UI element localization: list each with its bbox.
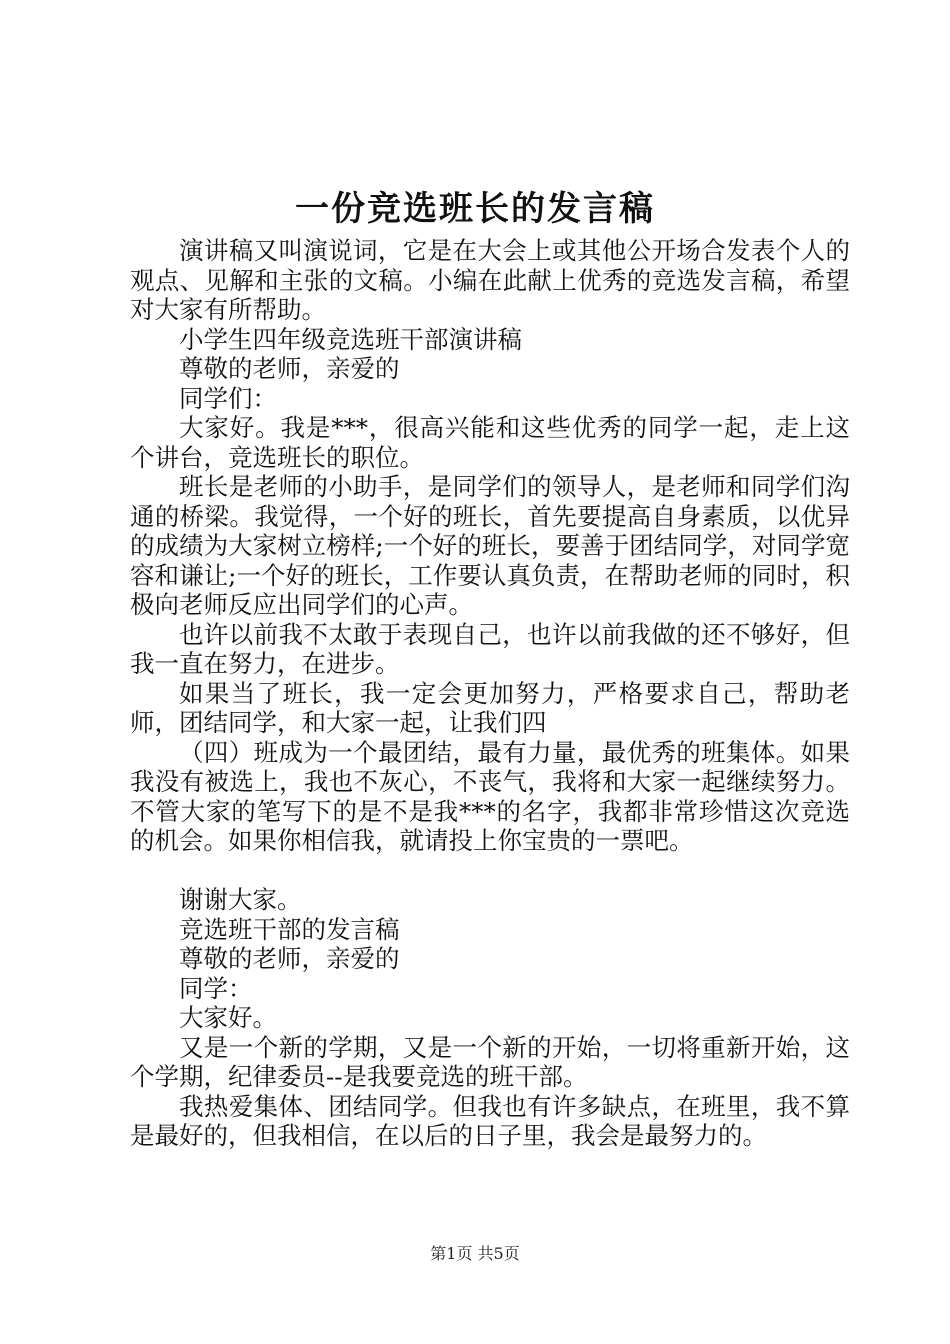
paragraph-heading-2: 竞选班干部的发言稿 — [179, 914, 400, 944]
paragraph-intro: 演讲稿又叫演说词，它是在大会上或其他公开场合发表个人的观点、见解和主张的文稿。小编在此献上优秀的竞选发言稿，希望对大家有所帮助。 — [130, 236, 850, 324]
paragraph-greeting-2: 大家好。 — [179, 1003, 277, 1032]
paragraph-greeting-1: 大家好。我是***，很高兴能和这些优秀的同学一起，走上这个讲台，竞选班长的职位。 — [130, 413, 850, 472]
paragraph-salutation-2b: 同学： — [179, 973, 253, 1003]
page-footer: 第1页 共5页 — [430, 1244, 520, 1263]
document-body — [130, 236, 850, 1151]
paragraph-progress: 也许以前我不太敢于表现自己，也许以前我做的还不够好，但我一直在努力，在进步。 — [130, 619, 850, 678]
paragraph-salutation-1: 尊敬的老师，亲爱的 — [179, 354, 400, 383]
document-title: 一份竞选班长的发言稿 — [295, 189, 655, 229]
paragraph-love-class: 我热爱集体、团结同学。但我也有许多缺点，在班里，我不算是最好的，但我相信，在以后的日子里，我会是最努力的。 — [130, 1091, 850, 1150]
paragraph-promise: 如果当了班长，我一定会更加努力，严格要求自己，帮助老师，团结同学，和大家一起，让我们四 — [130, 678, 850, 737]
paragraph-thanks: 谢谢大家。 — [179, 885, 302, 914]
paragraph-heading-1: 小学生四年级竞选班干部演讲稿 — [179, 324, 522, 354]
paragraph-salutation-1b: 同学们： — [179, 383, 277, 413]
paragraph-new-term: 又是一个新的学期，又是一个新的开始，一切将重新开始，这个学期，纪律委员--是我要竞选的班干部。 — [130, 1032, 850, 1091]
paragraph-salutation-2: 尊敬的老师，亲爱的 — [179, 944, 400, 973]
paragraph-monitor-role: 班长是老师的小助手，是同学们的领导人，是老师和同学们沟通的桥梁。我觉得，一个好的班长，首先要提高自身素质，以优异的成绩为大家树立榜样;一个好的班长，要善于团结同学，对同学宽容和谦让;一个好的班长，工作要认真负责，在帮助老师的同时，积极向老师反应出同学们的心声。 — [130, 472, 850, 619]
paragraph-class-four: （四）班成为一个最团结，最有力量，最优秀的班集体。如果我没有被选上，我也不灰心，不丧气，我将和大家一起继续努力。不管大家的笔写下的是不是我***的名字，我都非常珍惜这次竞选的机会。如果你相信我，就请投上你宝贵的一票吧。 — [130, 737, 850, 855]
